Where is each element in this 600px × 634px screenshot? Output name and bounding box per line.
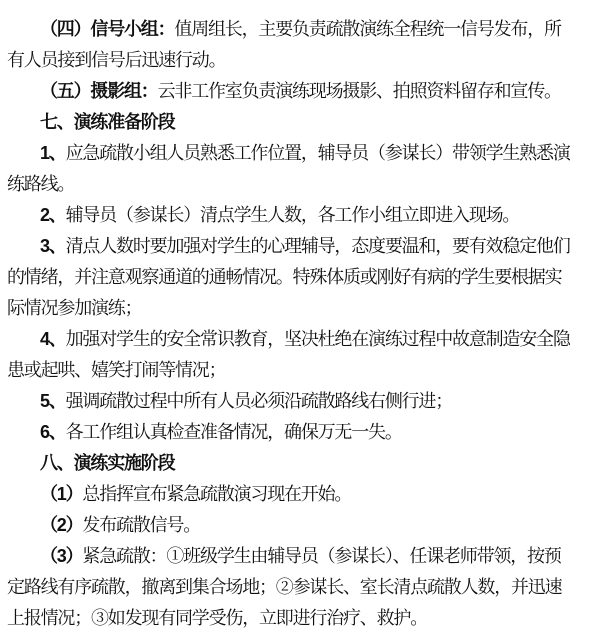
paragraph-label: 6、 [40, 422, 66, 442]
text-line [7, 169, 598, 200]
text-line [7, 417, 598, 448]
line-text: 辅导员（参谋长）清点学生人数，各工作小组立即进入现场。 [65, 205, 520, 225]
paragraph [7, 14, 598, 76]
paragraph-label: 5、 [40, 391, 66, 411]
line-text: 有人员接到信号后迅速行动。 [7, 50, 226, 70]
paragraph [7, 76, 598, 107]
text-line [7, 138, 598, 169]
line-text: 定路线有序疏散，撤离到集合场地；②参谋长、室长清点疏散人数，并迅速 [7, 577, 562, 597]
paragraph [7, 324, 598, 386]
paragraph-label: 2、 [40, 205, 66, 225]
paragraph [7, 231, 598, 324]
paragraph-label: 3、 [40, 236, 66, 256]
text-line [7, 510, 598, 541]
heading-text: 八、演练实施阶段 [40, 453, 175, 473]
paragraph [7, 386, 598, 417]
text-line [7, 541, 598, 572]
line-text: 紧急疏散：①班级学生由辅导员（参谋长）、任课老师带领，按预 [82, 546, 561, 566]
paragraph [7, 479, 598, 510]
paragraph-label: （五）摄影组： [40, 81, 158, 101]
paragraph-label: （3） [40, 546, 83, 566]
paragraph-label: （2） [40, 515, 83, 535]
text-line [7, 355, 598, 386]
line-text: 练路线。 [7, 174, 75, 194]
line-text: 的情绪，并注意观察通道的通畅情况。特殊体质或刚好有病的学生要根据实 [7, 267, 562, 287]
paragraph [7, 417, 598, 448]
line-text: 清点人数时要加强对学生的心理辅导，态度要温和，要有效稳定他们 [65, 236, 570, 256]
text-line [7, 479, 598, 510]
line-text: 强调疏散过程中所有人员必须沿疏散路线右侧行进； [65, 391, 453, 411]
text-line [7, 293, 598, 324]
heading-text: 七、演练准备阶段 [40, 112, 175, 132]
paragraph-label: 1、 [40, 143, 66, 163]
text-line [7, 448, 598, 479]
text-line [7, 45, 598, 76]
section-heading [7, 448, 598, 479]
line-text: 总指挥宣布紧急疏散演习现在开始。 [82, 484, 352, 504]
text-line [7, 262, 598, 293]
text-line [7, 76, 598, 107]
text-line [7, 386, 598, 417]
text-line [7, 572, 598, 603]
line-text: 各工作组认真检查准备情况，确保万无一失。 [65, 422, 402, 442]
text-line [7, 231, 598, 262]
paragraph-label: 4、 [40, 329, 66, 349]
line-text: 加强对学生的安全常识教育，坚决杜绝在演练过程中故意制造安全隐 [65, 329, 570, 349]
line-text: 云非工作室负责演练现场摄影、拍照资料留存和宣传。 [157, 81, 561, 101]
section-heading [7, 107, 598, 138]
text-line [7, 603, 598, 634]
paragraph [7, 200, 598, 231]
line-text: 值周组长，主要负责疏散演练全程统一信号发布，所 [174, 19, 561, 39]
paragraph-label: （四）信号小组： [40, 19, 175, 39]
line-text: 上报情况；③如发现有同学受伤，立即进行治疗、救护。 [7, 608, 427, 628]
text-line [7, 200, 598, 231]
paragraph [7, 541, 598, 634]
text-line [7, 107, 598, 138]
paragraph-label: （1） [40, 484, 83, 504]
line-text: 发布疏散信号。 [82, 515, 201, 535]
line-text: 应急疏散小组人员熟悉工作位置，辅导员（参谋长）带领学生熟悉演 [65, 143, 570, 163]
text-line [7, 14, 598, 45]
paragraph [7, 138, 598, 200]
paragraph [7, 510, 598, 541]
line-text: 际情况参加演练； [7, 298, 142, 318]
line-text: 患或起哄、嬉笑打闹等情况； [7, 360, 226, 380]
text-line [7, 324, 598, 355]
